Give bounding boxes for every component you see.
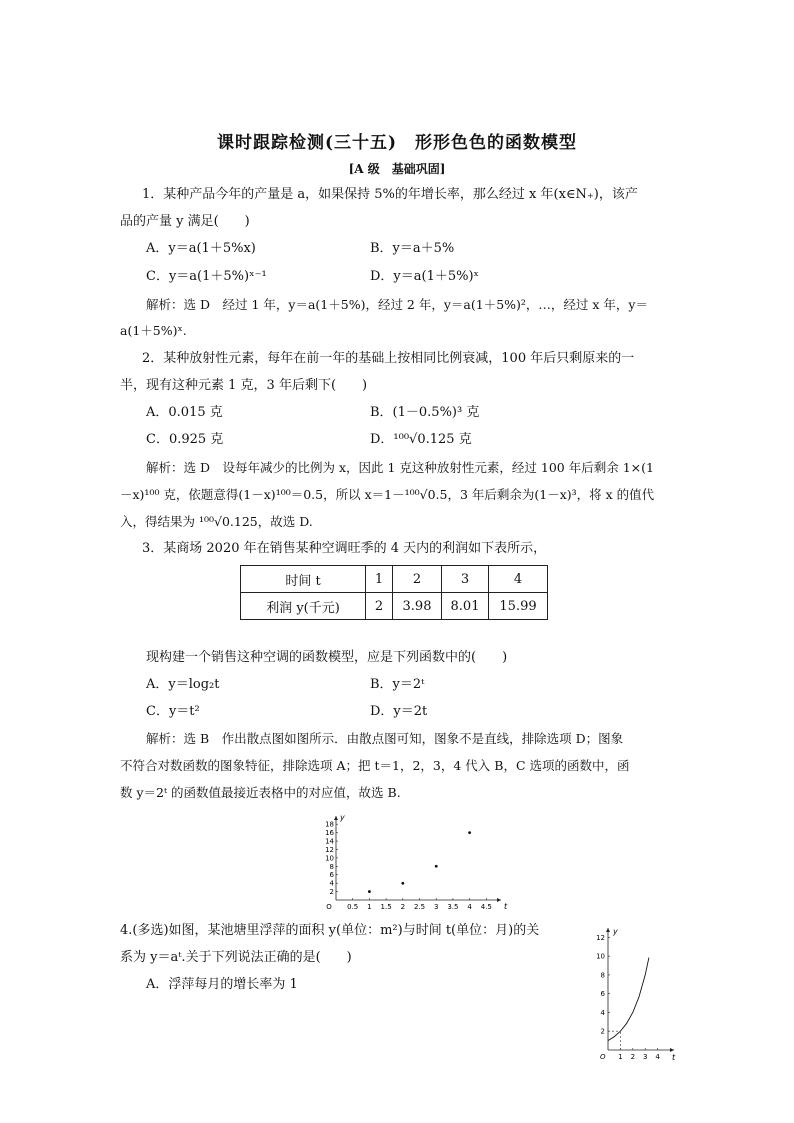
- y-tick-label: 10: [596, 952, 605, 961]
- data-point: [468, 831, 471, 834]
- x-tick-label: 4: [655, 1053, 660, 1061]
- y-axis-label: y: [613, 927, 618, 936]
- data-point: [435, 865, 438, 868]
- q1-option-d: D．y＝a(1＋5%)ˣ: [370, 269, 480, 284]
- q3-answer-line1: 解析：选 B 作出散点图如图所示．由散点图可知，图象不是直线，排除选项 D；图象: [146, 731, 624, 746]
- q2-answer-line3: 入，得结果为 ¹⁰⁰√0.125，故选 D.: [120, 514, 313, 529]
- y-tick-label: 10: [325, 854, 334, 863]
- y-axis-arrow: [606, 928, 610, 932]
- q3-option-d: D．y＝2t: [370, 704, 428, 719]
- data-point: [401, 882, 404, 885]
- exponential-curve-graph: [590, 922, 678, 1062]
- q2-stem-line2: 半，现有这种元素 1 克，3 年后剩下( ): [120, 378, 368, 393]
- x-axis-arrow: [497, 898, 501, 902]
- q1-stem-line2: 品的产量 y 满足( ): [120, 214, 250, 229]
- x-tick-label: 4: [467, 903, 472, 911]
- q1-option-a: A．y＝a(1＋5%x): [146, 241, 256, 256]
- x-tick-label: 3: [433, 903, 439, 911]
- table-cell: 利润 y(千元): [241, 593, 366, 620]
- y-tick-label: 4: [329, 879, 334, 888]
- q3-option-a: A．y＝log₂t: [146, 677, 220, 692]
- q3-answer-line3: 数 y＝2ᵗ 的函数值最接近表格中的对应值，故选 B.: [120, 785, 401, 800]
- q3-option-c: C．y＝t²: [146, 704, 200, 719]
- page-title: 课时跟踪检测(三十五) 形形色色的函数模型: [216, 133, 578, 153]
- table-cell: 1: [366, 566, 393, 593]
- y-tick-label: 6: [600, 990, 605, 999]
- y-tick-label: 18: [325, 820, 334, 829]
- q3-option-b: B．y＝2ᵗ: [370, 677, 425, 692]
- q2-option-d: D．¹⁰⁰√0.125 克: [370, 432, 472, 447]
- table-cell: 2: [393, 566, 442, 593]
- q2-stem-line1: 2．某种放射性元素，每年在前一年的基础上按相同比例衰减，100 年后只剩原来的一: [142, 351, 635, 366]
- x-tick-label: 1: [367, 903, 372, 911]
- q3-stem-line1: 3．某商场 2020 年在销售某种空调旺季的 4 天内的利润如下表所示，: [142, 541, 547, 556]
- y-tick-label: 6: [329, 871, 334, 880]
- scatter-plot: [310, 810, 515, 915]
- table-row: [241, 566, 548, 593]
- table-row: [241, 593, 548, 620]
- q1-answer-line2: a(1＋5%)ˣ.: [120, 323, 187, 338]
- x-tick-label: 3: [642, 1053, 648, 1061]
- origin-label: O: [600, 1053, 606, 1061]
- x-tick-label: 3.5: [447, 903, 459, 911]
- x-tick-label: 1.5: [380, 903, 392, 911]
- y-tick-label: 2: [329, 888, 334, 897]
- y-tick-label: 8: [329, 862, 334, 871]
- y-tick-label: 12: [596, 933, 605, 942]
- y-axis-arrow: [334, 816, 338, 820]
- profit-table: [240, 565, 548, 620]
- data-point: [368, 890, 371, 893]
- x-tick-label: 2.5: [413, 903, 426, 911]
- y-tick-label: 8: [600, 971, 605, 980]
- table-cell: 8.01: [442, 593, 489, 620]
- q2-option-b: B．(1－0.5%)³ 克: [370, 405, 480, 420]
- x-tick-label: 4.5: [480, 903, 492, 911]
- y-tick-label: 2: [600, 1027, 605, 1036]
- table-cell: 3.98: [393, 593, 442, 620]
- q3-answer-line2: 不符合对数函数的图象特征，排除选项 A；把 t＝1，2，3，4 代入 B，C 选项的函数中，函: [120, 758, 630, 773]
- y-tick-label: 16: [325, 829, 334, 838]
- q3-stem-line2: 现构建一个销售这种空调的函数模型，应是下列函数中的( ): [146, 650, 508, 665]
- x-axis-label: t: [504, 902, 508, 911]
- x-axis-arrow: [670, 1048, 674, 1052]
- table-cell: 15.99: [489, 593, 548, 620]
- x-axis-label: t: [672, 1053, 676, 1062]
- q2-option-c: C．0.925 克: [146, 432, 224, 447]
- table-cell: 4: [489, 566, 548, 593]
- x-tick-label: 2: [400, 903, 406, 911]
- section-subtitle: [A 级 基础巩固]: [348, 162, 446, 176]
- q1-option-c: C．y＝a(1＋5%)ˣ⁻¹: [146, 269, 267, 284]
- table-cell: 时间 t: [241, 566, 366, 593]
- q4-stem-line2: 系为 y＝aᵗ.关于下列说法正确的是( ): [120, 950, 352, 965]
- table-cell: 2: [366, 593, 393, 620]
- x-tick-label: 1: [618, 1053, 623, 1061]
- q1-option-b: B．y＝a＋5%: [370, 241, 455, 256]
- q2-answer-line1: 解析：选 D 设每年减少的比例为 x，因此 1 克这种放射性元素，经过 100 年后剩余 1×(1: [146, 460, 654, 475]
- x-tick-label: 0.5: [347, 903, 359, 911]
- q1-answer-line1: 解析：选 D 经过 1 年，y＝a(1＋5%)，经过 2 年，y＝a(1＋5%)²，…，经过 x 年，y＝: [146, 297, 648, 312]
- origin-label: O: [326, 903, 332, 911]
- q2-answer-line2: －x)¹⁰⁰ 克，依题意得(1－x)¹⁰⁰＝0.5，所以 x＝1－¹⁰⁰√0.5，3 年后剩余为(1－x)³，将 x 的值代: [120, 487, 655, 502]
- y-tick-label: 12: [325, 845, 334, 854]
- q2-option-a: A．0.015 克: [146, 405, 223, 420]
- q4-option-a: A．浮萍每月的增长率为 1: [146, 977, 298, 992]
- y-tick-label: 4: [600, 1008, 605, 1017]
- table-cell: 3: [442, 566, 489, 593]
- exponential-curve: [608, 958, 649, 1041]
- x-tick-label: 2: [630, 1053, 636, 1061]
- y-tick-label: 14: [325, 837, 334, 846]
- y-axis-label: y: [340, 813, 345, 822]
- q4-stem-line1: 4.(多选)如图，某池塘里浮萍的面积 y(单位：m²)与时间 t(单位：月)的关: [120, 923, 540, 938]
- q1-stem-line1: 1．某种产品今年的产量是 a，如果保持 5%的年增长率，那么经过 x 年(x∈N₊)，该产: [142, 187, 638, 202]
